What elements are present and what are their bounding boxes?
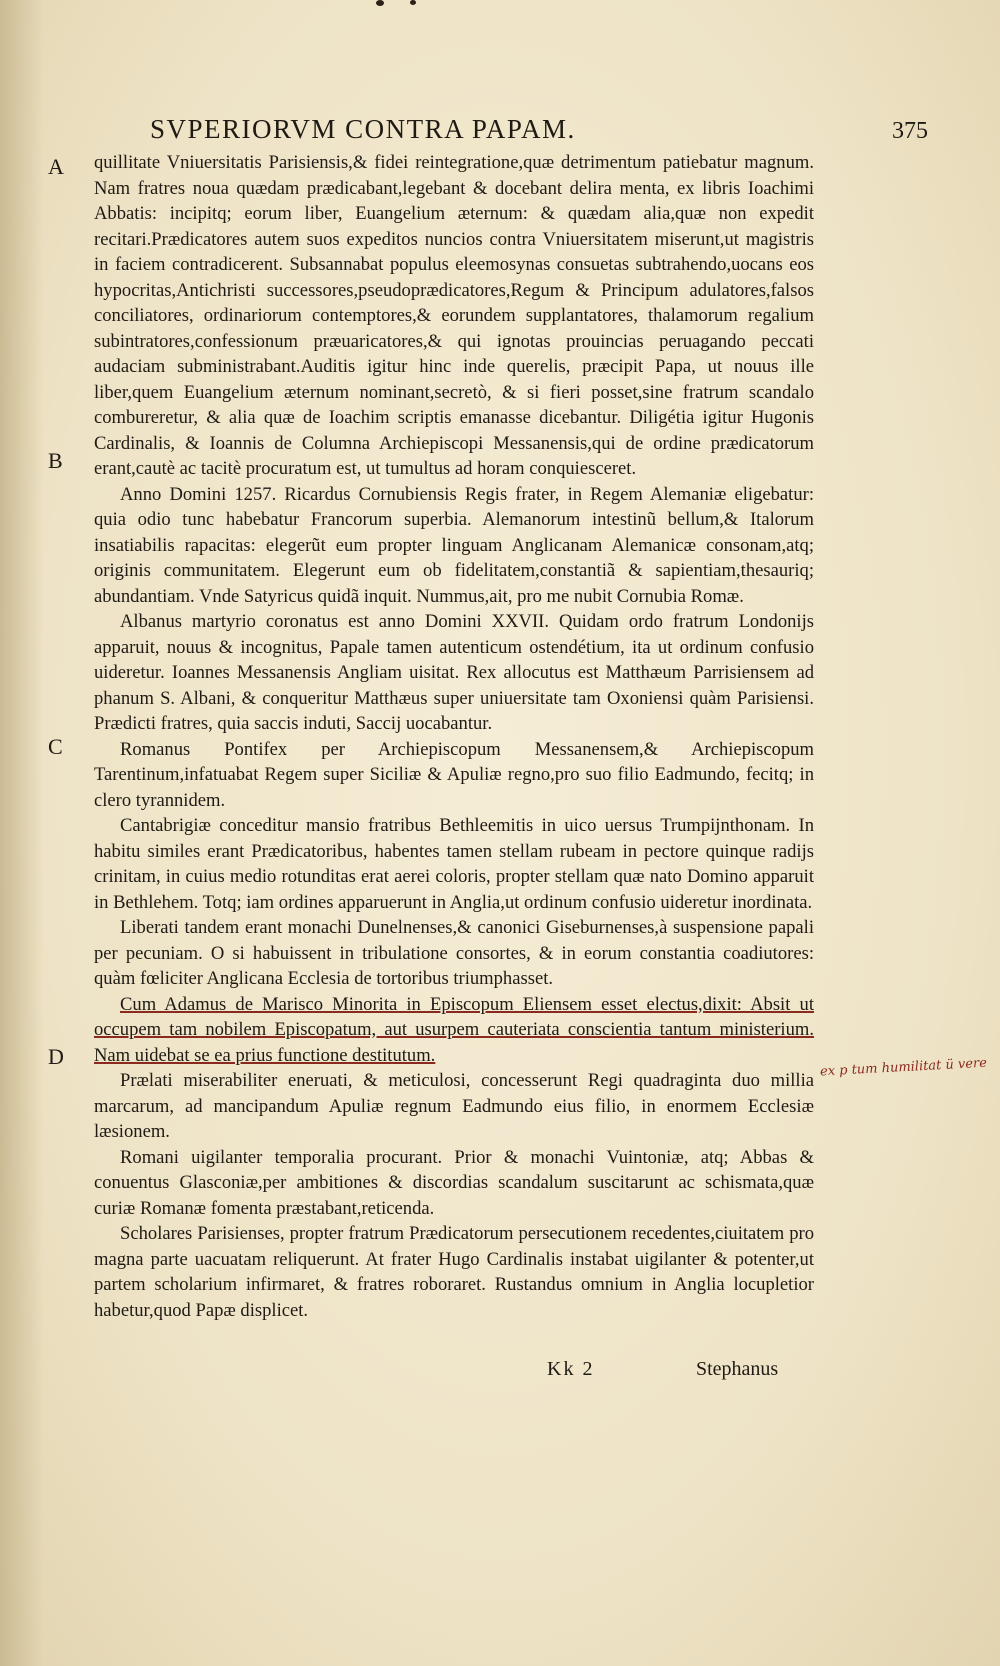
handwritten-annotation: ex p tum humilitat ü vere (819, 1055, 988, 1080)
margin-marker-b: B (48, 448, 63, 473)
ink-blot (410, 0, 416, 5)
running-title: SVPERIORVM CONTRA PAPAM. (150, 114, 576, 144)
paragraph: Prælati miserabiliter eneruati, & meticulosi, concesserunt Regi quadraginta duo millia marcarum, ad mancipandum Apuliæ regnum Eadmundo eius filio, in enormem Ecclesiæ læsionem. (94, 1070, 814, 1142)
paragraph: Romanus Pontifex per Archiepiscopum Messanensem,& Archiepiscopum Tarentinum,infatuabat Regem super Siciliæ & Apuliæ regno,pro suo filio Eadmundo, fecitq; in clero tyrannidem. (94, 738, 814, 811)
signature-mark: Kk 2 (547, 1358, 595, 1380)
margin-marker-c: C (48, 734, 63, 759)
paragraph: Scholares Parisienses, propter fratrum Prædicatorum persecutionem recedentes,ciuitatem pro magna parte uacuatam reliquerunt. At frater Hugo Cardinalis instabat uigilanter & potenter,ut partem scholarium infirmaret, & fratres roboraret. Rustandus omnium in Anglia locupletior habetur,quod Papæ displicet. (94, 1223, 814, 1321)
page-number: 375 (892, 118, 928, 144)
binding-gutter (0, 0, 44, 1666)
body-text (94, 150, 814, 1323)
paragraph: quillitate Vniuersitatis Parisiensis,& fidei reintegratione,quæ detrimentum patiebatur magnum. Nam fratres noua quædam prædicabant,legebant & docebant delira menta, ex libris Ioachimi Abbatis: incipitq; eorum liber, Euangelium æternum: & quædam alia,quæ non expedit recitari.Prædicatores autem suos expeditos nuncios contra Vniuersitatem miserunt,ut magistris in faciem contradicerent. Subsannabat populus eleemosynas consuetas subtrahendo,uocans eos hypocritas,Antichristi successores,pseudoprædicatores,Regum & Principum adulatores,falsos conciliatores, ordinariorum contemptores,& eorundem supplantatores, thalamorum regalium subintratores,confessionum præuaricatores,& qui ignotas prouincias peruagando peccati audaciam subministrabant.Auditis igitur hinc inde querelis, præcipit Papa, ut nouus ille liber,quem Euangelium æternum nominant,secretò, & si fieri posset,sine fratrum scandalo combureretur, & alia quæ de Ioachim scriptis emanasse dicebantur. Diligétia igitur Hugonis Cardinalis, & Ioannis de Columna Archiepiscopi Messanensis,qui de ordine prædicatorum erant,cautè ac tacitè procuratum est, ut tumultus ad horam conquiesceret. (94, 152, 814, 479)
margin-marker-a: A (48, 154, 64, 179)
paragraph: Albanus martyrio coronatus est anno Domini XXVII. Quidam ordo fratrum Londonijs apparuit, nouus & incognitus, Papale tamen autenticum ostendétium, ita ut ordinum confusio uideretur. Ioannes Messanensis Angliam uisitat. Rex allocutus est Matthæum Parrisiensem ad phanum S. Albani, & conqueritur Matthæus super uniuersitate tam Oxoniensi quàm Parisiensi. Prædicti fratres, quia saccis induti, Saccij uocabantur. (94, 611, 814, 734)
ink-blot (376, 0, 384, 6)
paragraph-underlined: Cum Adamus de Marisco Minorita in Episcopum Eliensem esset electus,dixit: Absit ut occupem tam nobilem Episcopatum, aut usurpem cauteriata conscientia tantum ministerium. Nam uidebat se ea prius functione destitutum. (94, 993, 814, 1066)
catchword: Stephanus (696, 1358, 779, 1380)
paragraph: Cantabrigiæ conceditur mansio fratribus Bethleemitis in uico uersus Trumpijnthonam. In habitu similes erant Prædicatoribus, habentes tamen stellam rubeam in pectore quinque radijs crinitam, in cuius medio rotunditas erat aerei coloris, propter stellam quæ nato Domino apparuit in Bethlehem. Totq; iam ordines apparuerunt in Anglia,ut ordinum confusio uideretur inordinata. (94, 815, 814, 913)
paragraph: Anno Domini 1257. Ricardus Cornubiensis Regis frater, in Regem Alemaniæ eligebatur: quia odio tunc habebatur Francorum superbia. Alemanorum intestinũ bellum,& Italorum insatiabilis rapacitas: elegerũt eum propter linguam Anglicanam Alemanicæ consonam,atq; originis communitatem. Elegerunt eum ob fidelitatem,constantiã & sapientiam,thesauriq; abundantiam. Vnde Satyricus quidã inquit. Nummus,ait, pro me nubit Cornubia Romæ. (94, 483, 814, 607)
margin-marker-d: D (48, 1044, 64, 1069)
page-footer (94, 1358, 814, 1388)
paragraph: Liberati tandem erant monachi Dunelnenses,& canonici Giseburnenses,à suspensione papali per pecuniam. O si habuissent in tribulatione consortes, & in eorum constantia coadiutores: quàm fœliciter Anglicana Ecclesia de tortoribus triumphasset. (94, 917, 814, 989)
paragraph: Romani uigilanter temporalia procurant. Prior & monachi Vuintoniæ, atq; Abbas & conuentus Glasconiæ,per ambitiones & discordias scandalum suscitarunt ac schismata,quæ curiæ Romanæ fomenta præstabant,reticenda. (94, 1146, 814, 1219)
